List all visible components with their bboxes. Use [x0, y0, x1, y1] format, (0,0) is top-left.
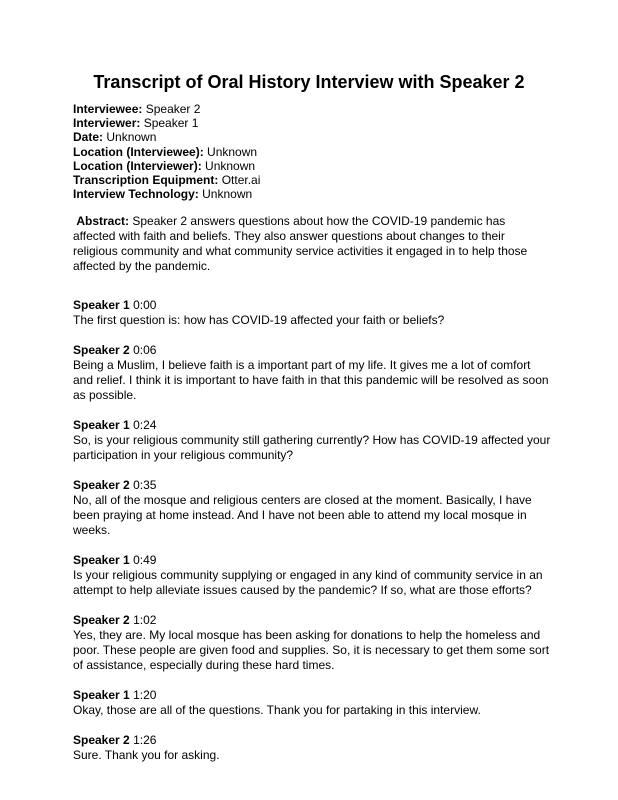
metadata-value: Unknown — [207, 144, 258, 159]
utterance-text: No, all of the mosque and religious centers are closed at the moment. Basically, I have been praying at home instead. And I have not been able to attend my local mosque in weeks. — [73, 493, 532, 537]
metadata-value: Speaker 1 — [143, 116, 199, 131]
speaker-name: Speaker 1 — [73, 688, 130, 702]
timestamp: 1:02 — [133, 613, 157, 627]
metadata-label: Interview Technology: — [73, 187, 199, 202]
transcript-turn — [73, 418, 551, 463]
speaker-name: Speaker 2 — [73, 343, 130, 357]
metadata-row-date — [73, 130, 553, 144]
transcript-turn — [73, 553, 551, 598]
metadata-label: Interviewee: — [73, 102, 143, 116]
metadata-row-location-interviewee — [73, 145, 553, 159]
utterance-text: The first question is: how has COVID-19 affected your faith or beliefs? — [73, 313, 445, 327]
metadata-value: Otter.ai — [221, 173, 261, 188]
abstract-text: Speaker 2 answers questions about how the COVID-19 pandemic has affected with faith and beliefs. They also answer questions about changes to their religious community and what community service activities it engaged in to help those affected by the pandemic. — [73, 214, 528, 273]
metadata-value: Unknown — [202, 187, 253, 202]
transcript — [73, 298, 551, 778]
metadata-label: Transcription Equipment: — [73, 173, 219, 188]
speaker-name: Speaker 1 — [73, 553, 130, 567]
abstract-label: Abstract: — [76, 214, 130, 228]
transcript-turn — [73, 343, 551, 403]
speaker-name: Speaker 2 — [73, 613, 130, 627]
utterance-text: So, is your religious community still gathering currently? How has COVID-19 affected your participation in your religious community? — [73, 433, 551, 462]
transcript-turn — [73, 733, 551, 763]
timestamp: 1:26 — [133, 733, 157, 747]
metadata-row-interviewee — [73, 102, 553, 116]
page-title: Transcript of Oral History Interview with Speaker 2 — [93, 72, 525, 92]
transcript-turn — [73, 688, 551, 718]
utterance-text: Being a Muslim, I believe faith is a important part of my life. It gives me a lot of comfort and relief. I think it is important to have faith in that this pandemic will be resolved as soon as possible. — [73, 358, 549, 402]
metadata-value: Unknown — [205, 158, 256, 173]
speaker-name: Speaker 1 — [73, 298, 130, 312]
timestamp: 0:35 — [133, 478, 157, 492]
abstract-block — [73, 214, 548, 274]
timestamp: 1:20 — [133, 688, 157, 702]
transcript-turn — [73, 613, 551, 673]
metadata-value: Unknown — [106, 130, 157, 145]
speaker-name: Speaker 2 — [73, 733, 130, 747]
metadata-label: Date: — [73, 130, 104, 145]
metadata-label: Location (Interviewer): — [73, 158, 202, 173]
utterance-text: Sure. Thank you for asking. — [73, 748, 220, 762]
metadata-row-interviewer — [73, 116, 553, 130]
metadata-row-transcription-equipment — [73, 173, 553, 187]
utterance-text: Yes, they are. My local mosque has been asking for donations to help the homeless and poor. These people are given food and supplies. So, it is necessary to get them some sort of assistance, especially during these hard times. — [73, 628, 550, 672]
utterance-text: Is your religious community supplying or engaged in any kind of community service in an attempt to help alleviate issues caused by the pandemic? If so, what are those efforts? — [73, 568, 543, 597]
speaker-name: Speaker 2 — [73, 478, 130, 492]
timestamp: 0:49 — [133, 553, 157, 567]
metadata-label: Location (Interviewee): — [73, 144, 204, 159]
timestamp: 0:24 — [133, 418, 157, 432]
metadata-block — [73, 102, 553, 201]
transcript-turn — [73, 298, 551, 328]
speaker-name: Speaker 1 — [73, 418, 130, 432]
metadata-row-location-interviewer — [73, 159, 553, 173]
metadata-label: Interviewer: — [73, 116, 141, 131]
transcript-turn — [73, 478, 551, 538]
timestamp: 0:00 — [133, 298, 157, 312]
timestamp: 0:06 — [133, 343, 157, 357]
metadata-value: Speaker 2 — [145, 102, 201, 116]
metadata-row-interview-technology — [73, 187, 553, 201]
utterance-text: Okay, those are all of the questions. Thank you for partaking in this interview. — [73, 703, 481, 717]
